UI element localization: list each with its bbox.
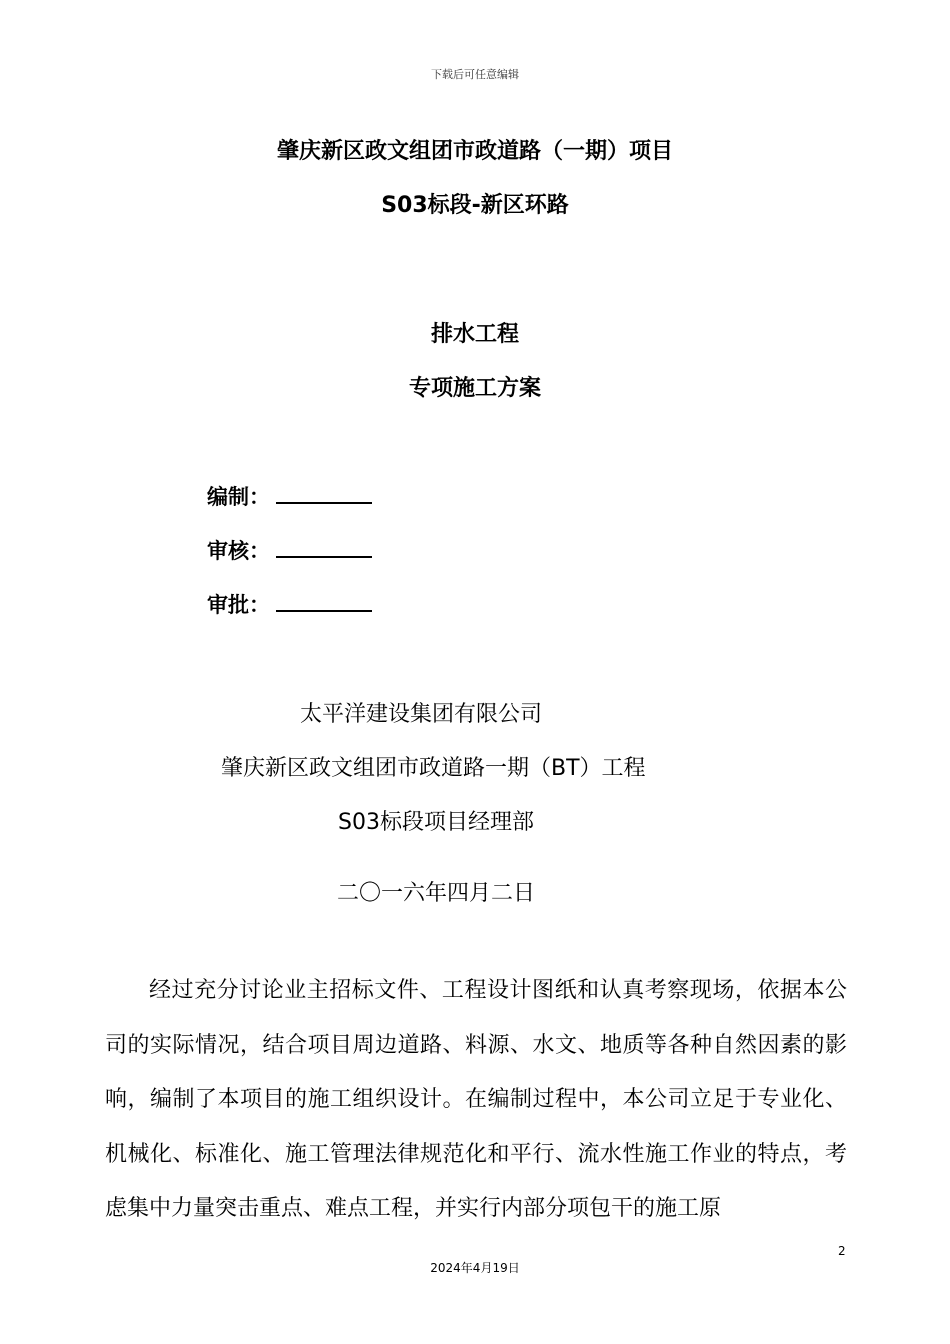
signature-blank-line [276,592,372,612]
header-note: 下载后可任意编辑 [431,68,519,81]
company-name: 太平洋建设集团有限公司 [300,702,543,727]
department-name: S03标段项目经理部 [338,810,534,835]
signature-label: 审核： [207,539,270,563]
document-section-title: 排水工程 [430,322,519,347]
signature-label: 编制： [207,485,270,509]
signature-compiled [207,481,372,511]
footer-date: 2024年4月19日 [430,1261,520,1275]
signature-blank-line [276,484,372,504]
signature-label: 审批： [207,593,270,617]
document-plan-title: 专项施工方案 [408,376,541,401]
signature-reviewed [207,535,372,565]
document-title: 肇庆新区政文组团市政道路（一期）项目 [276,139,673,164]
project-name: 肇庆新区政文组团市政道路一期（BT）工程 [221,756,646,781]
page-number: 2 [838,1244,846,1258]
body-paragraph: 经过充分讨论业主招标文件、工程设计图纸和认真考察现场，依据本公司的实际情况，结合项目周边道路、料源、水文、地质等各种自然因素的影响，编制了本项目的施工组织设计。在编制过程中，本公司立足于专业化、机械化、标准化、施工管理法律规范化和平行、流水性施工作业的特点，考虑集中力量突击重点、难点工程，并实行内部分项包干的施工原 [105,978,847,1221]
signature-blank-line [276,538,372,558]
signature-approved [207,589,372,619]
document-subtitle: S03标段-新区环路 [381,193,569,218]
issue-date: 二〇一六年四月二日 [337,881,536,906]
